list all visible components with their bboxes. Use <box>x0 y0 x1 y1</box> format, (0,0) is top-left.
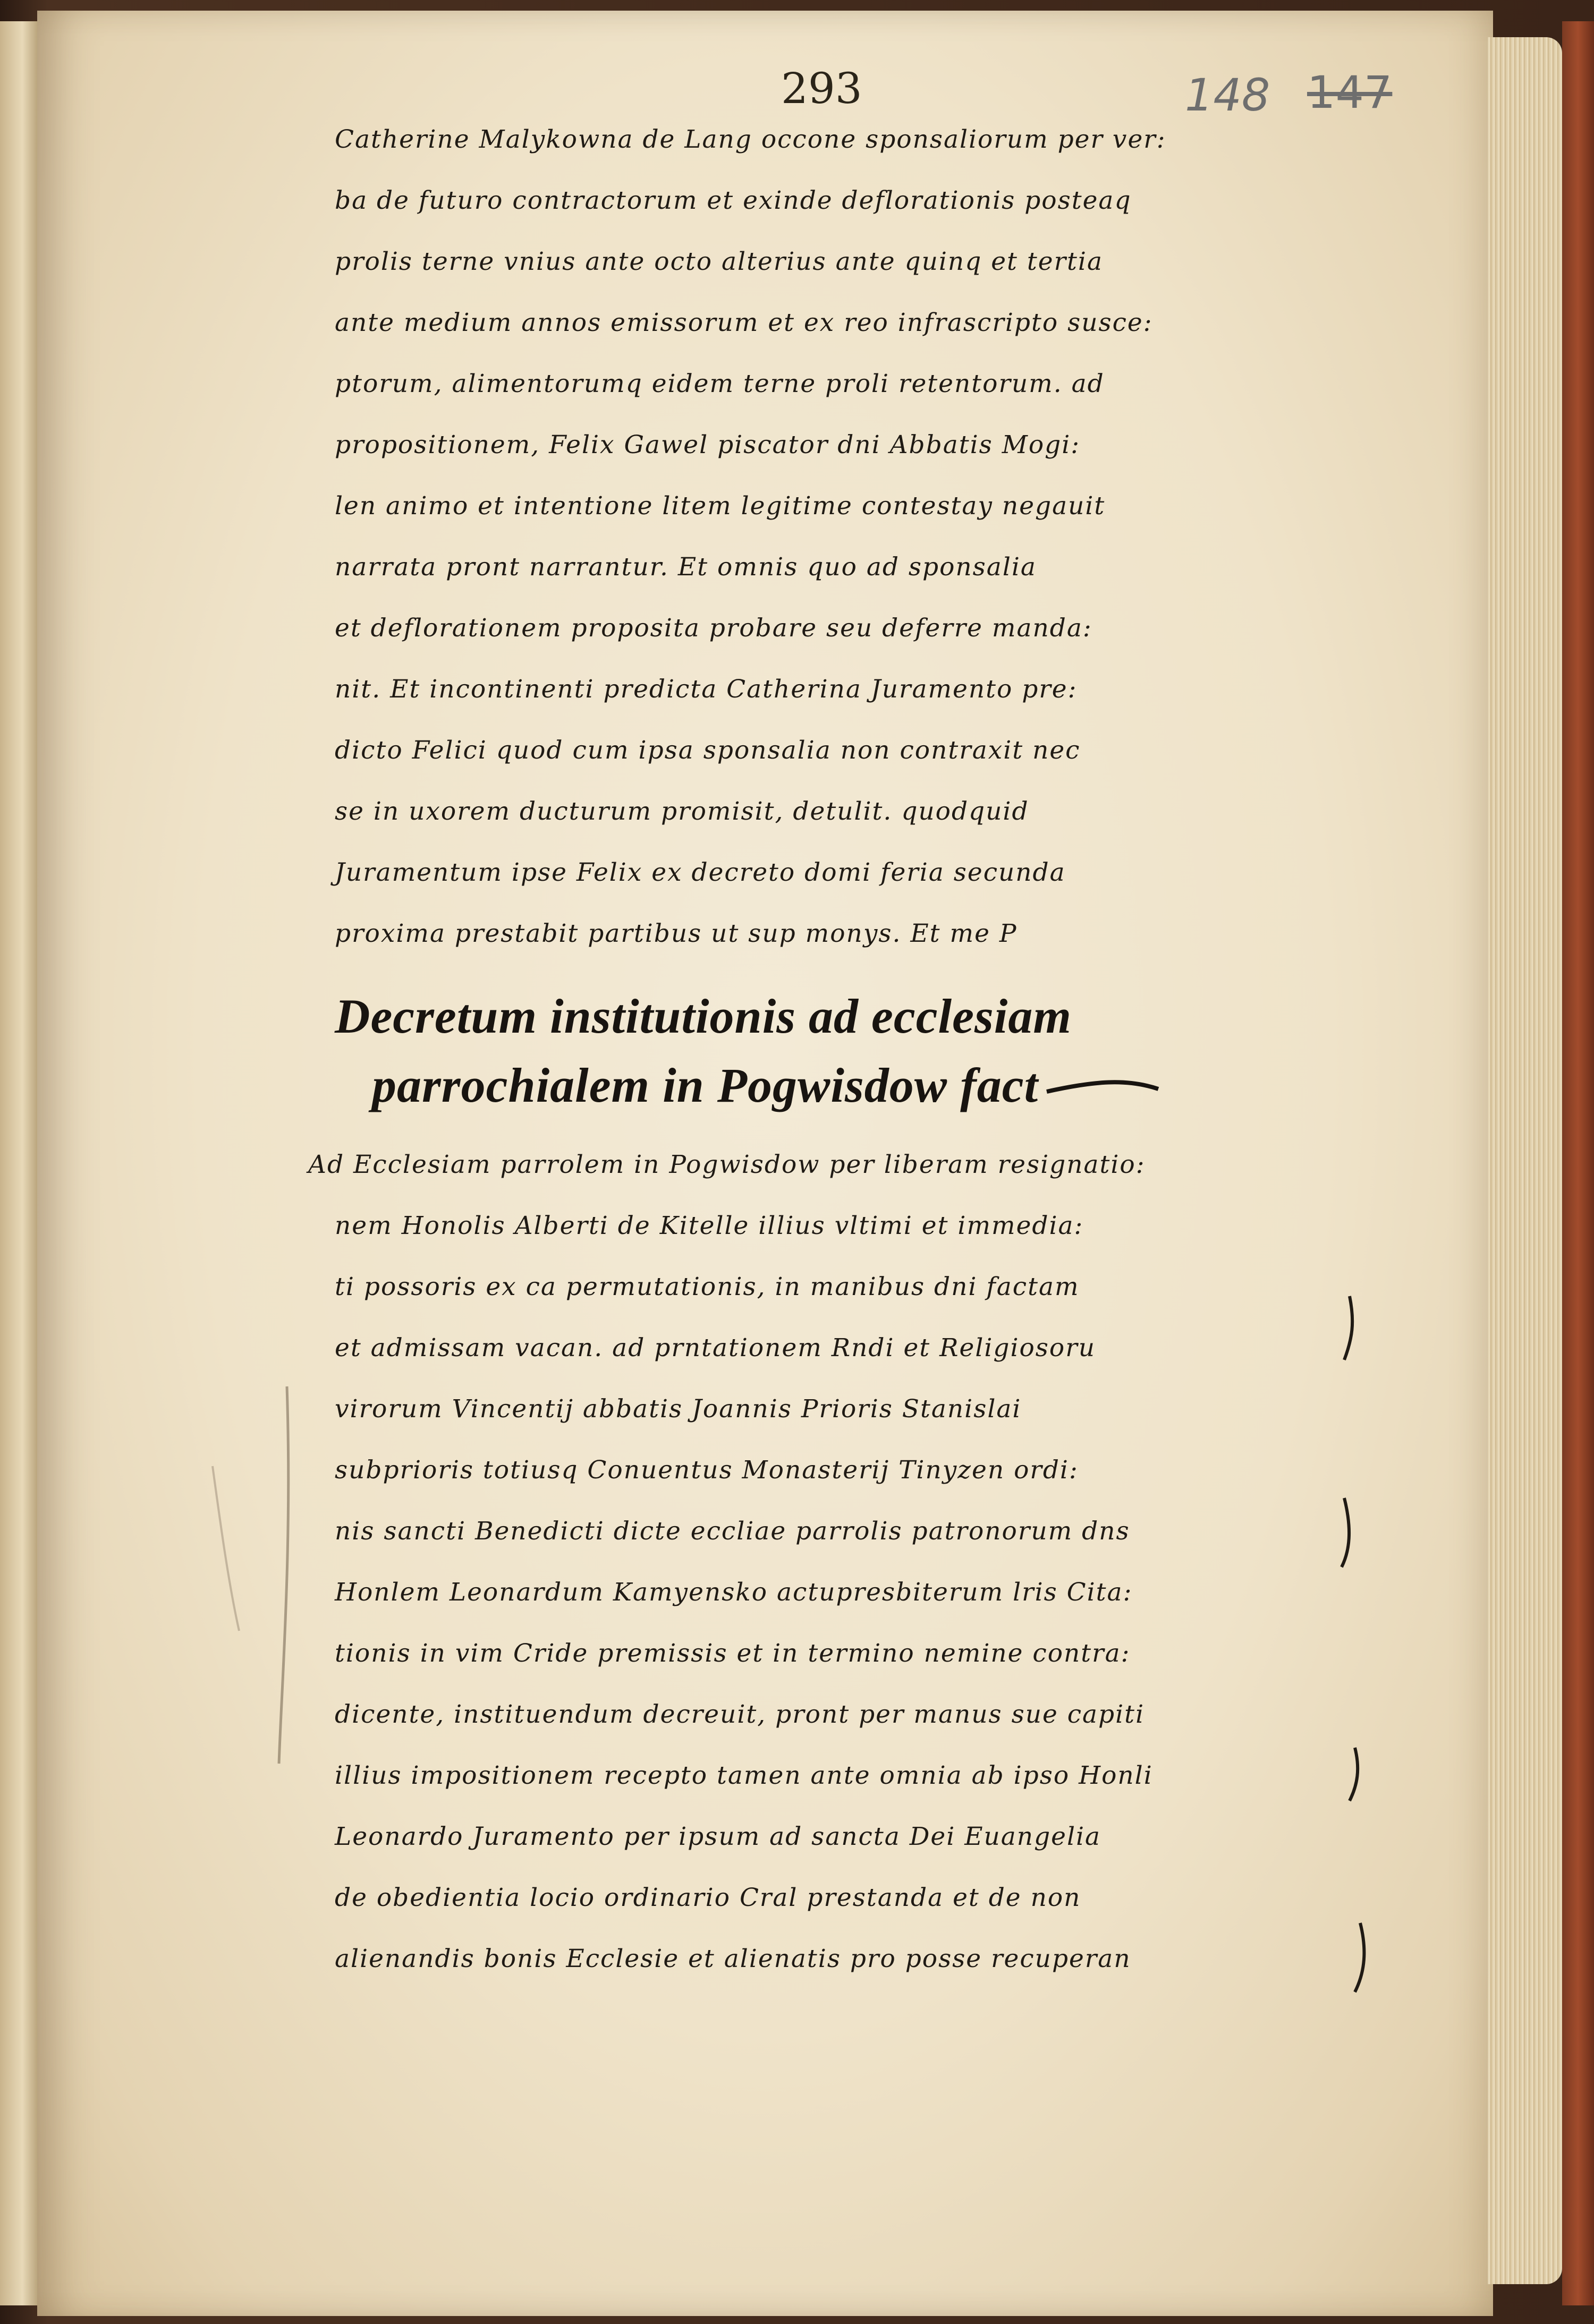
text-line: ba de futuro contractorum et exinde deflorationis posteaq <box>335 186 1132 215</box>
crossed-number-text: 147 <box>1307 66 1393 118</box>
manuscript-page <box>37 11 1493 2316</box>
margin-stroke-right-4 <box>1355 1923 1364 1992</box>
text-line: len animo et intentione litem legitime contestay negauit <box>335 491 1106 521</box>
text-line: narrata pront narrantur. Et omnis quo ad sponsalia <box>335 552 1037 582</box>
text-line: virorum Vincentij abbatis Joannis Prioris Stanislai <box>335 1394 1022 1424</box>
margin-stroke-left <box>279 1386 289 1764</box>
previous-page-edge <box>0 21 37 2305</box>
text-line: et admissam vacan. ad prntationem Rndi et Religiosoru <box>335 1333 1096 1363</box>
section-heading-line-2: parrochialem in Pogwisdow fact <box>372 1058 1039 1112</box>
text-line: se in uxorem ducturum promisit, detulit. quodquid <box>335 797 1029 826</box>
text-line: nit. Et incontinenti predicta Catherina Juramento pre: <box>335 675 1078 704</box>
heading-flourish <box>1047 1082 1158 1092</box>
margin-stroke-right-2 <box>1342 1498 1349 1567</box>
text-line: prolis terne vnius ante octo alterius ante quinq et tertia <box>335 247 1103 276</box>
page-stack-edge <box>1488 37 1562 2284</box>
pencil-folio-number: 148 <box>1185 69 1270 121</box>
leather-cover-edge <box>1562 21 1594 2305</box>
text-line: ti possoris ex ca permutationis, in manibus dni factam <box>335 1272 1080 1301</box>
crossed-folio-number <box>1307 66 1392 118</box>
margin-stroke-right-1 <box>1344 1296 1352 1360</box>
text-line: dicto Felici quod cum ipsa sponsalia non contraxit nec <box>335 736 1081 765</box>
margin-stroke-right-3 <box>1350 1748 1358 1801</box>
text-line: subprioris totiusq Conuentus Monasterij Tinyzen ordi: <box>335 1455 1079 1485</box>
section-heading-line-1: Decretum institutionis ad ecclesiam <box>335 989 1072 1043</box>
text-line: Honlem Leonardum Kamyensko actupresbiterum lris Cita: <box>335 1578 1133 1607</box>
text-line: Ad Ecclesiam parrolem in Pogwisdow per liberam resignatio: <box>308 1150 1146 1179</box>
margin-stroke-left-2 <box>213 1466 239 1631</box>
folio-number: 293 <box>781 64 862 113</box>
text-line: illius impositionem recepto tamen ante omnia ab ipso Honli <box>335 1761 1153 1790</box>
text-line: proxima prestabit partibus ut sup monys. Et me P <box>335 919 1018 948</box>
text-line: et deflorationem proposita probare seu deferre manda: <box>335 614 1092 643</box>
text-line: nem Honolis Alberti de Kitelle illius vltimi et immedia: <box>335 1211 1084 1240</box>
text-line: Leonardo Juramento per ipsum ad sancta Dei Euangelia <box>335 1822 1101 1851</box>
text-line: Juramentum ipse Felix ex decreto domi feria secunda <box>335 858 1066 887</box>
text-line: propositionem, Felix Gawel piscator dni Abbatis Mogi: <box>335 430 1081 459</box>
text-line: nis sancti Benedicti dicte eccliae parrolis patronorum dns <box>335 1517 1130 1546</box>
text-line: Catherine Malykowna de Lang occone sponsaliorum per ver: <box>335 125 1166 154</box>
text-line: dicente, instituendum decreuit, pront per manus sue capiti <box>335 1700 1145 1729</box>
text-line: ante medium annos emissorum et ex reo infrascripto susce: <box>335 308 1153 337</box>
text-line: alienandis bonis Ecclesie et alienatis pro posse recuperan <box>335 1944 1131 1973</box>
text-line: de obedientia locio ordinario Cral prestanda et de non <box>335 1883 1081 1912</box>
text-line: ptorum, alimentorumq eidem terne proli retentorum. ad <box>335 369 1105 398</box>
text-line: tionis in vim Cride premissis et in termino nemine contra: <box>335 1639 1131 1668</box>
